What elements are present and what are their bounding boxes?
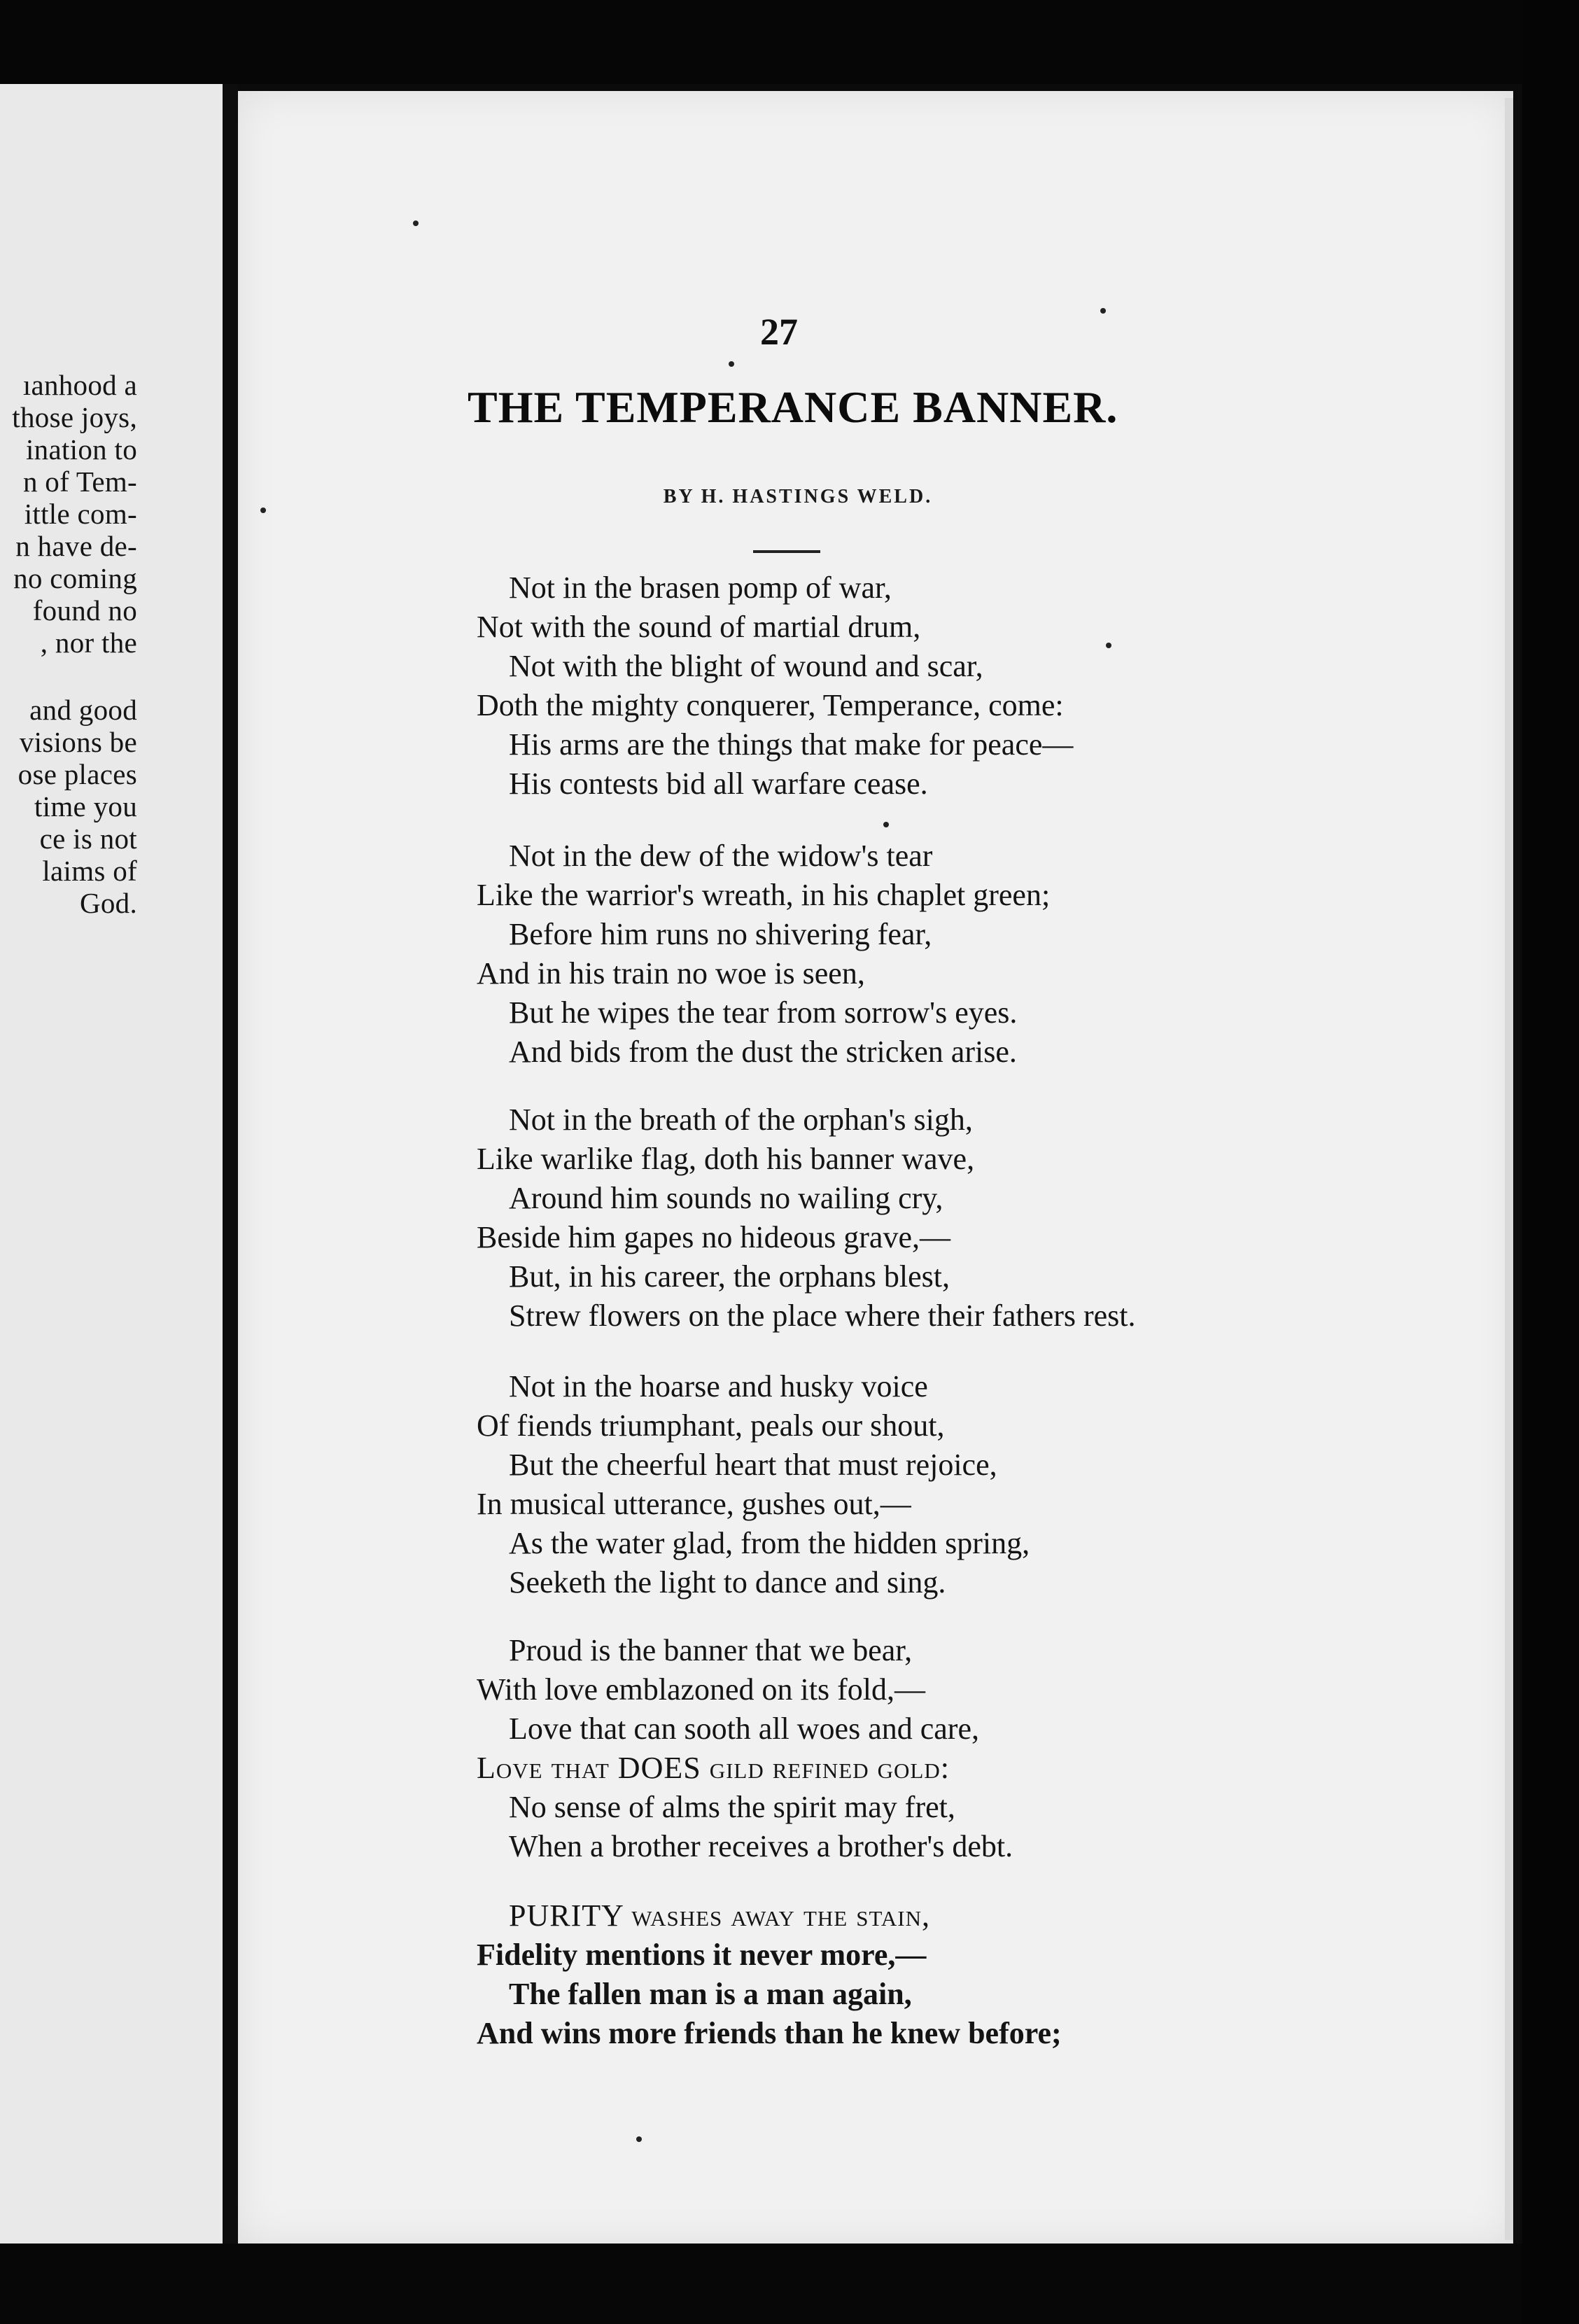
title-rule bbox=[753, 550, 820, 553]
left-page-line: God. bbox=[79, 887, 137, 919]
verse-line: His contests bid all warfare cease. bbox=[509, 766, 928, 801]
verse-line: Not in the dew of the widow's tear bbox=[509, 839, 933, 873]
left-page-line: n of Tem- bbox=[22, 465, 137, 498]
verse-line: In musical utterance, gushes out,— bbox=[477, 1487, 911, 1521]
scan-right-border bbox=[1522, 0, 1579, 2324]
verse-line: Not in the hoarse and husky voice bbox=[509, 1369, 928, 1404]
left-page-line: those joys, bbox=[12, 401, 137, 433]
scan-bottom-border bbox=[0, 2244, 1579, 2324]
verse-line: Like warlike flag, doth his banner wave, bbox=[477, 1142, 975, 1176]
left-page-line: visions be bbox=[19, 726, 137, 758]
scan-top-border bbox=[0, 0, 1579, 84]
ink-speck bbox=[413, 220, 419, 226]
ink-speck bbox=[729, 361, 734, 367]
left-page-line: ıanhood a bbox=[22, 369, 137, 401]
verse-line: Not with the blight of wound and scar, bbox=[509, 649, 983, 683]
verse-line: Love that DOES gild refined gold: bbox=[477, 1751, 950, 1785]
left-page-line: no coming bbox=[13, 562, 137, 594]
verse-line: With love emblazoned on its fold,— bbox=[477, 1672, 925, 1707]
verse-line: Fidelity mentions it never more,— bbox=[477, 1938, 927, 1972]
verse-line: Beside him gapes no hideous grave,— bbox=[477, 1220, 950, 1254]
verse-line: And bids from the dust the stricken arise. bbox=[509, 1035, 1017, 1069]
verse-line: But he wipes the tear from sorrow's eyes. bbox=[509, 995, 1018, 1030]
verse-line: When a brother receives a brother's debt. bbox=[509, 1829, 1013, 1863]
verse-line: Around him sounds no wailing cry, bbox=[509, 1181, 943, 1215]
left-page-line: laims of bbox=[42, 855, 137, 887]
verse-line: Before him runs no shivering fear, bbox=[509, 917, 932, 951]
verse-line: Strew flowers on the place where their fathers rest. bbox=[509, 1298, 1136, 1333]
verse-line: Love that can sooth all woes and care, bbox=[509, 1712, 979, 1746]
verse-line: And wins more friends than he knew before; bbox=[477, 2016, 1062, 2050]
book-gutter bbox=[223, 84, 238, 2244]
left-page-line: ce is not bbox=[39, 822, 137, 855]
verse-line: But, in his career, the orphans blest, bbox=[509, 1259, 950, 1294]
ink-speck bbox=[636, 2136, 642, 2142]
verse-line: Of fiends triumphant, peals our shout, bbox=[477, 1408, 945, 1443]
page-edge-shadow bbox=[1505, 98, 1513, 2240]
verse-line: Seeketh the light to dance and sing. bbox=[509, 1565, 946, 1600]
left-page-line: and good bbox=[29, 694, 137, 726]
verse-line: And in his train no woe is seen, bbox=[477, 956, 865, 990]
left-page-line: found no bbox=[32, 594, 137, 626]
verse-line: His arms are the things that make for peace— bbox=[509, 727, 1074, 762]
ink-speck bbox=[1100, 308, 1106, 314]
verse-line: Proud is the banner that we bear, bbox=[509, 1633, 913, 1667]
ink-speck bbox=[260, 507, 266, 513]
left-page-line: , nor the bbox=[40, 626, 137, 659]
left-facing-page bbox=[0, 84, 223, 2244]
poem-title: THE TEMPERANCE BANNER. bbox=[468, 382, 1118, 432]
left-page-line: time you bbox=[34, 790, 137, 822]
verse-line: Not with the sound of martial drum, bbox=[477, 610, 921, 644]
verse-line: Not in the brasen pomp of war, bbox=[509, 570, 892, 605]
verse-line: Not in the breath of the orphan's sigh, bbox=[509, 1102, 973, 1137]
verse-line: Like the warrior's wreath, in his chaplet green; bbox=[477, 878, 1051, 912]
verse-line: The fallen man is a man again, bbox=[509, 1977, 912, 2011]
ink-speck bbox=[1106, 643, 1111, 648]
verse-line: But the cheerful heart that must rejoice, bbox=[509, 1448, 997, 1482]
verse-line: No sense of alms the spirit may fret, bbox=[509, 1790, 955, 1824]
left-page-line: ose places bbox=[17, 758, 137, 790]
verse-line: Doth the mighty conquerer, Temperance, come: bbox=[477, 688, 1064, 722]
left-page-line: n have de- bbox=[15, 530, 137, 562]
verse-line: As the water glad, from the hidden spring, bbox=[509, 1526, 1030, 1560]
left-page-line: ittle com- bbox=[24, 498, 137, 530]
poem-byline: BY H. HASTINGS WELD. bbox=[663, 486, 933, 507]
verse-line: PURITY washes away the stain, bbox=[509, 1898, 930, 1933]
left-page-line: ination to bbox=[25, 433, 137, 465]
ink-speck bbox=[883, 822, 889, 827]
